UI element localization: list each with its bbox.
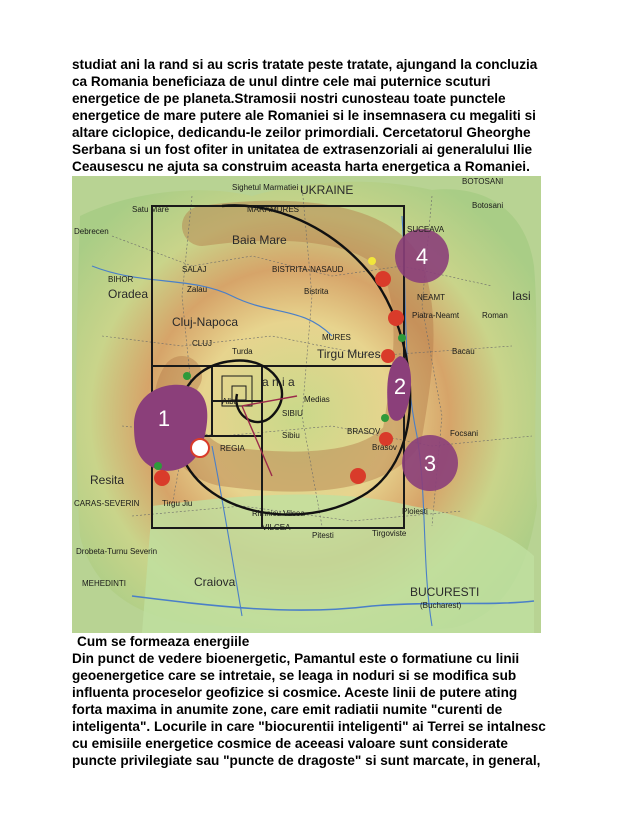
- energy-point-red: [381, 349, 395, 363]
- map-label: Debrecen: [74, 227, 109, 236]
- map-label: Bistrita: [304, 287, 329, 296]
- energy-point-white: [191, 439, 209, 457]
- text-line: cu emisiile energetice cosmice de aceeasi valoare sunt considerate: [72, 736, 508, 751]
- map-label: Baia Mare: [232, 233, 287, 247]
- map-label: CLUJ: [192, 339, 213, 348]
- map-label: BISTRITA-NASAUD: [272, 265, 344, 274]
- map-label: BIHOR: [108, 275, 134, 284]
- text-line: Din punct de vedere bioenergetic, Pamantul este o formatiune cu linii: [72, 651, 520, 666]
- map-label: REGIA: [220, 444, 245, 453]
- map-label: Satu Mare: [132, 205, 169, 214]
- energy-point-green: [183, 372, 191, 380]
- energy-point-green: [398, 334, 406, 342]
- map-label: Pitesti: [312, 531, 334, 540]
- map-label: Iasi: [512, 289, 531, 303]
- text-line: inteligenta". Locurile in care "biocurentii inteligenti" ai Terrei se intalnesc: [72, 719, 546, 734]
- map-label: Roman: [482, 311, 508, 320]
- map-label: Rimnicu Vilcea: [252, 509, 305, 518]
- intro-paragraph: [72, 56, 577, 175]
- energy-point-red: [388, 310, 404, 326]
- energy-point-red: [350, 468, 366, 484]
- energy-point-green: [381, 414, 389, 422]
- zone-number-3: 3: [423, 451, 437, 476]
- text-line: Ceausescu ne ajuta sa construim aceasta harta energetica a Romaniei.: [72, 159, 530, 174]
- energy-point-green: [154, 462, 162, 470]
- text-line: studiat ani la rand si au scris tratate peste tratate, ajungand la concluzia: [72, 57, 538, 72]
- body-paragraph: [72, 650, 577, 769]
- map-label: MURES: [322, 333, 351, 342]
- map-label: a n i a: [262, 375, 295, 389]
- text-line: energetice de pe planeta.Stramosii nostri cunosteau toate punctele: [72, 91, 506, 106]
- map-label: Botosani: [472, 201, 504, 210]
- map-label: Zalau: [187, 285, 208, 294]
- text-line: forta maxima in anumite zone, care emit radiatii numite "curenti de: [72, 702, 503, 717]
- map-label: Turda: [232, 347, 253, 356]
- map-label: Ploiesti: [402, 507, 428, 516]
- map-label: Focsani: [450, 429, 479, 438]
- map-label: SIBIU: [282, 409, 303, 418]
- map-label: Sibiu: [282, 431, 300, 440]
- map-label: BRASOV: [347, 427, 381, 436]
- map-label: MEHEDINTI: [82, 579, 126, 588]
- map-label: Bacau: [452, 347, 475, 356]
- map-label: VILCEA: [262, 523, 291, 532]
- map-label: Drobeta-Turnu Severin: [76, 547, 158, 556]
- map-label: CARAS-SEVERIN: [74, 499, 140, 508]
- map-label: SUCEAVA: [407, 225, 445, 234]
- section-heading: Cum se formeaza energiile: [77, 634, 250, 649]
- map-label: UKRAINE: [300, 183, 354, 197]
- zone-number-1: 1: [157, 406, 171, 431]
- text-line: altare ciclopice, dedicandu-le zeilor primordiali. Cercetatorul Gheorghe: [72, 125, 531, 140]
- map-label: Piatra-Neamt: [412, 311, 460, 320]
- energy-point-red: [154, 470, 170, 486]
- map-label: SALAJ: [182, 265, 207, 274]
- map-label: Medias: [304, 395, 330, 404]
- map-label: Cluj-Napoca: [172, 315, 239, 329]
- map-label: Oradea: [108, 287, 149, 301]
- text-line: influenta proceselor geofizice si cosmice. Aceste linii de putere ating: [72, 685, 518, 700]
- zone-number-4: 4: [415, 244, 429, 269]
- map-label: Craiova: [194, 575, 236, 589]
- map-label: MARAMURES: [247, 205, 300, 214]
- energy-point-red: [375, 271, 391, 287]
- text-line: ca Romania beneficiaza de unul dintre cele mai puternice scuturi: [72, 74, 491, 89]
- text-line: energetice de mare putere ale Romaniei si le insemnasera cu megaliti si: [72, 108, 536, 123]
- map-label: Tirgoviste: [372, 529, 407, 538]
- map-label: NEAMT: [417, 293, 445, 302]
- map-label: (Bucharest): [420, 601, 462, 610]
- text-line: puncte privilegiate sau "puncte de dragoste" si sunt marcate, in general,: [72, 753, 541, 768]
- zone-number-2: 2: [393, 374, 407, 399]
- text-line: geoenergetice care se intretaie, se leaga in noduri si se modifica sub: [72, 668, 517, 683]
- map-label: BOTOSANI: [462, 177, 504, 186]
- map-label: Brasov: [372, 443, 397, 452]
- map-label: Sighetul Marmatiei: [232, 183, 299, 192]
- text-line: Serbana si un fost ofiter in unitatea de extrasenzoriali ai generalului Ilie: [72, 142, 533, 157]
- map-label: Tirgu Jiu: [162, 499, 193, 508]
- map-label: BUCURESTI: [410, 585, 480, 599]
- energy-point-yellow: [368, 257, 376, 265]
- romania-energy-map: [72, 176, 541, 633]
- map-label: Resita: [90, 473, 125, 487]
- map-label: Alba: [222, 397, 239, 406]
- energy-map-figure: [72, 176, 541, 633]
- map-label: Tirgu Mures: [317, 347, 381, 361]
